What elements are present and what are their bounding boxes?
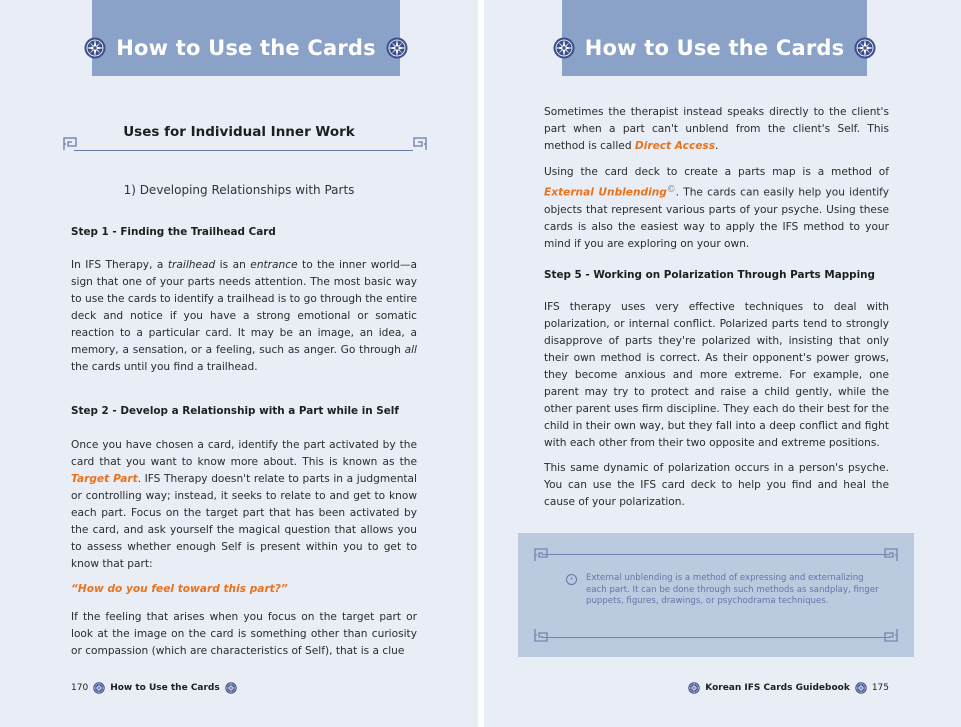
question-text: “How do you feel toward this part?” <box>71 583 288 595</box>
greek-key-corner-icon <box>534 628 548 642</box>
footnote-text: External unblending is a method of expressing and externalizing each part. It can be done through such methods as sandplay, finger puppets, figures, drawings, or psychodrama techniques. <box>586 573 879 606</box>
compass-rose-icon <box>855 682 867 694</box>
banner-title: How to Use the Cards <box>584 36 845 60</box>
compass-rose-icon <box>854 37 876 59</box>
term-trailhead: trailhead <box>167 259 216 271</box>
text-run: the cards until you find a trailhead. <box>71 361 258 373</box>
term-external-unblending: External Unblending <box>544 186 667 199</box>
step-1-paragraph <box>71 257 417 376</box>
magic-question <box>71 581 417 598</box>
emphasis-all: all <box>404 344 417 356</box>
step-2-heading: Step 2 - Develop a Relationship with a Part while in Self <box>71 405 399 417</box>
text-run: Sometimes the therapist instead speaks directly to the client's part when a part can't unblend from the client's Self. This method is called <box>544 106 889 152</box>
compass-rose-icon <box>386 37 408 59</box>
banner-title: How to Use the Cards <box>116 36 376 60</box>
chapter-banner <box>562 0 867 76</box>
section-title: Uses for Individual Inner Work <box>123 124 355 140</box>
step-1-heading: Step 1 - Finding the Trailhead Card <box>71 226 276 238</box>
text-run: . IFS Therapy doesn't relate to parts in a judgmental or controlling way; instead, it seeks to relate to and get to know each part. Focus on the target part that has been activated by the card, and ask yourself the magical question that allows you to assess whether enough Self is present within you to get to know that part: <box>71 473 417 570</box>
term-target-part: Target Part <box>71 473 138 485</box>
text-run: is an <box>215 259 251 271</box>
page-number: 175 <box>871 683 889 693</box>
footnote-box <box>518 533 914 657</box>
greek-key-corner-icon <box>63 137 77 151</box>
step-5-paragraph: IFS therapy uses very effective techniques to deal with polarization, or internal conflict. Polarized parts tend to strongly disapprove of parts they're polarized with, insisting that only their own method is correct. As their opponent's power grows, they become anxious and more extreme. For example, one parent may try to protect and raise a child gently, while the other parent uses firm discipline. They each do their best for the child in their own way, but they fall into a deep conflict and fight with each other from their two opposite and extreme positions. <box>544 301 889 449</box>
text-run: In IFS Therapy, a <box>71 259 168 271</box>
compass-rose-icon <box>93 682 105 694</box>
greek-key-corner-icon <box>884 628 898 642</box>
polarization-paragraph: This same dynamic of polarization occurs in a person's psyche. You can use the IFS card deck to help you find and heal the cause of your polarization. <box>544 462 889 508</box>
external-unblending-paragraph <box>544 164 889 253</box>
footnote-marker-icon: • <box>566 574 577 585</box>
step-2-paragraph-continued: If the feeling that arises when you focus on the target part or look at the image on the card is something other than curiosity or compassion (which are characteristics of Self), that is a clue <box>71 611 417 657</box>
footnote-bottom-rule <box>542 637 890 638</box>
compass-rose-icon <box>688 682 700 694</box>
text-run: Using the card deck to create a parts map is a method of <box>544 166 889 178</box>
compass-rose-icon <box>225 682 237 694</box>
left-page <box>0 0 478 727</box>
greek-key-corner-icon <box>534 548 548 562</box>
compass-rose-icon <box>84 37 106 59</box>
direct-access-paragraph <box>544 104 889 155</box>
term-entrance: entrance <box>250 259 298 271</box>
page-footer <box>71 682 237 694</box>
running-title: How to Use the Cards <box>110 683 220 693</box>
section-divider <box>74 150 413 151</box>
term-direct-access: Direct Access <box>634 140 716 152</box>
chapter-banner <box>92 0 400 76</box>
step-5-heading: Step 5 - Working on Polarization Through Parts Mapping <box>544 269 875 281</box>
step-2-paragraph <box>71 437 417 573</box>
footnote-reference: Ⓒ <box>666 185 676 193</box>
page-footer <box>688 682 889 694</box>
greek-key-corner-icon <box>413 137 427 151</box>
subsection-title: 1) Developing Relationships with Parts <box>123 183 355 197</box>
compass-rose-icon <box>553 37 575 59</box>
text-run: . The cards can easily help you identify objects that represent various parts of your psyche. Using these cards is also the easiest way to apply the IFS method to your mind if you are exploring on your own. <box>544 186 889 250</box>
text-run: to the inner world—a sign that one of your parts needs attention. The most basic way to use the cards to identify a trailhead is to go through the entire deck and notice if you have a strong emotional or somatic reaction to a particular card. It may be an image, an idea, a memory, a sensation, or a feeling, such as anger. Go through <box>71 259 417 356</box>
running-title: Korean IFS Cards Guidebook <box>705 683 850 693</box>
text-run: . <box>715 140 719 152</box>
greek-key-corner-icon <box>884 548 898 562</box>
page-number: 170 <box>71 683 89 693</box>
footnote-top-rule <box>542 554 890 555</box>
text-run: Once you have chosen a card, identify the part activated by the card that you want to know more about. This is known as the <box>71 439 417 468</box>
right-page <box>484 0 961 727</box>
